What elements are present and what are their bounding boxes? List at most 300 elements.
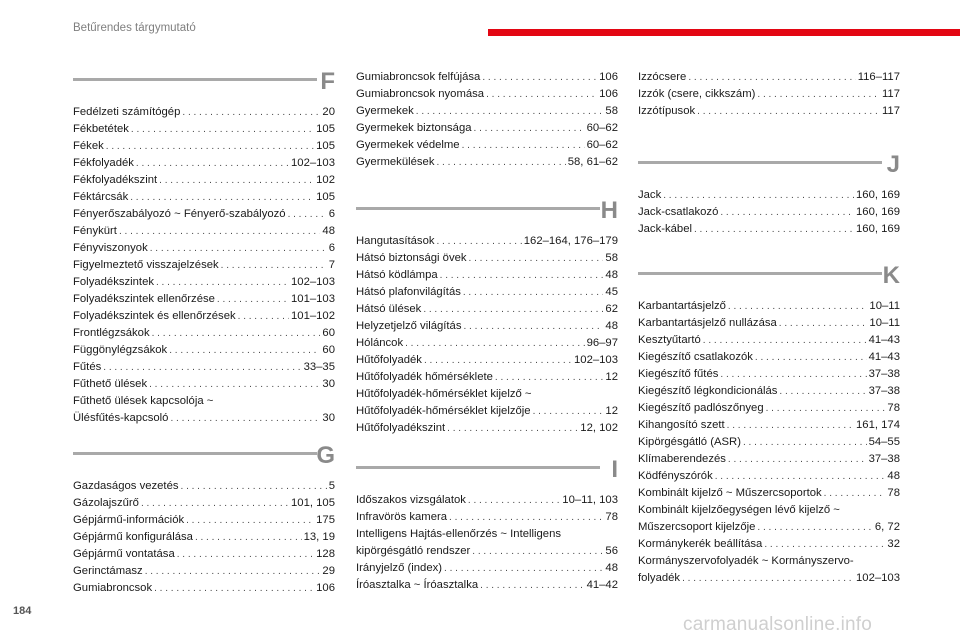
index-term: Kesztyűtartó [638,334,701,346]
index-term: Gumiabroncsok felfújása [356,71,481,83]
section-divider [356,207,600,210]
dot-leader [136,155,289,172]
dot-leader [130,189,314,206]
index-term: Féktárcsák [73,191,129,203]
index-entry [73,359,335,376]
dot-leader [486,86,597,103]
dot-leader [663,187,854,204]
index-page-ref: 106 [316,582,335,594]
section-divider [356,466,600,469]
index-page-ref: 78 [887,487,900,499]
index-term: Műszercsoport kijelzője [638,521,756,533]
index-entry [356,492,618,509]
index-page-ref: 102–103 [574,354,618,366]
index-entry [356,86,618,103]
dot-leader [468,492,560,509]
section-letter: F [320,68,335,95]
index-term: Íróasztalka ~ Íróasztalka [356,579,479,591]
dot-leader [288,206,327,223]
index-term: Függönylégzsákok [73,344,168,356]
index-entry [73,189,335,206]
index-term: Kombinált kijelző ~ Műszercsoportok [638,487,822,499]
index-term: Hátsó biztonsági övek [356,252,467,264]
index-page-ref: 161, 174 [856,419,900,431]
index-term: Jack-kábel [638,223,692,235]
dot-leader [682,570,854,587]
section-divider [638,161,882,164]
index-term: Jack-csatlakozó [638,206,719,218]
index-entry [638,332,900,349]
index-entry [638,315,900,332]
index-entry [73,546,335,563]
index-page-ref: 58, 61–62 [567,156,618,168]
section-divider [73,78,317,81]
index-page-ref: 37–38 [868,385,900,397]
index-entry [638,468,900,485]
index-page-ref: 105 [316,123,335,135]
index-entry [356,137,618,154]
dot-leader [743,434,867,451]
index-entry [73,240,335,257]
index-page-ref: 101, 105 [291,497,335,509]
index-page-ref: 162–164, 176–179 [523,235,618,247]
index-page-ref: 6 [328,242,335,254]
index-term: kipörgésgátló rendszer [356,545,471,557]
index-page-ref: 10–11 [869,300,900,312]
index-entry [356,69,618,86]
index-page-ref: 102 [316,174,335,186]
index-entry [73,342,335,359]
dot-leader [141,495,289,512]
index-page-ref: 6, 72 [874,521,900,533]
index-term: Ködfényszórók [638,470,713,482]
index-page-ref: 102–103 [856,572,900,584]
dot-leader [150,240,327,257]
index-entry [73,563,335,580]
index-entry [73,274,335,291]
index-page-ref: 102–103 [291,276,335,288]
index-entry [356,526,618,543]
index-entry [638,204,900,221]
index-term: Gyermekek biztonsága [356,122,472,134]
index-page-ref: 160, 169 [856,223,900,235]
index-term: Gépjármű vontatása [73,548,175,560]
index-entry [73,478,335,495]
index-page-ref: 58 [605,105,618,117]
index-term: Gázolajszűrő [73,497,139,509]
index-page-ref: 41–43 [868,334,900,346]
index-term: Időszakos vizsgálatok [356,494,466,506]
dot-leader [469,250,604,267]
section-letter: K [882,262,900,289]
dot-leader [156,274,289,291]
page-number: 184 [13,605,32,617]
index-term: Helyzetjelző világítás [356,320,462,332]
index-page-ref: 10–11, 103 [562,494,618,506]
index-term: Hangutasítások [356,235,435,247]
index-term: Fékbetétek [73,123,129,135]
index-page-ref: 102–103 [291,157,335,169]
dot-leader [131,121,314,138]
index-term: Folyadékszintek ellenőrzése [73,293,215,305]
index-entry [73,529,335,546]
index-term: Izzók (csere, cikkszám) [638,88,756,100]
index-entry [356,301,618,318]
index-entry [638,502,900,519]
index-page-ref: 105 [316,191,335,203]
index-entry [73,291,335,308]
dot-leader [533,403,604,420]
index-term: Kormányszervofolyadék ~ Kormányszervo- [638,555,854,567]
section-divider [73,452,317,455]
section-letter: G [316,442,335,469]
index-page-ref: 116–117 [857,71,900,83]
section-divider [638,272,882,275]
index-term: Gumiabroncsok nyomása [356,88,485,100]
dot-leader [195,529,302,546]
index-term: Gépjármű-információk [73,514,185,526]
index-term: Kiegészítő padlószőnyeg [638,402,764,414]
index-term: Karbantartásjelző [638,300,726,312]
index-term: Gerinctámasz [73,565,143,577]
index-entry [638,570,900,587]
index-term: Irányjelző (index) [356,562,443,574]
index-page-ref: 160, 169 [856,189,900,201]
index-term: Fékfolyadékszint [73,174,158,186]
index-page-ref: 48 [887,470,900,482]
dot-leader [154,580,314,597]
index-term: Karbantartásjelző nullázása [638,317,777,329]
dot-leader [119,223,320,240]
dot-leader [720,366,866,383]
index-page-ref: 41–43 [868,351,900,363]
dot-leader [482,69,597,86]
section-entries [356,233,618,437]
dot-leader [703,332,867,349]
index-entry [356,509,618,526]
dot-leader [217,291,289,308]
index-entry [638,451,900,468]
index-term: Gazdaságos vezetés [73,480,179,492]
index-term: Gépjármű konfigurálása [73,531,193,543]
index-term: Figyelmeztető visszajelzések [73,259,219,271]
index-entry [73,104,335,121]
index-page-ref: 6 [328,208,335,220]
index-page-ref: 60–62 [586,139,618,151]
dot-leader [474,120,585,137]
index-term: Ülésfűtés-kapcsoló [73,412,169,424]
dot-leader [728,298,868,315]
index-page-ref: 101–102 [291,310,335,322]
index-entry [638,103,900,120]
dot-leader [423,301,603,318]
index-term: Hűtőfolyadék hőmérséklete [356,371,493,383]
dot-leader [697,103,880,120]
index-page-ref: 128 [316,548,335,560]
dot-leader [416,103,604,120]
index-entry [638,485,900,502]
running-header-title: Betűrendes tárgymutató [73,22,196,34]
dot-leader [727,417,854,434]
index-page-ref: 37–38 [868,453,900,465]
index-page-ref: 175 [316,514,335,526]
section-letter: H [600,197,618,224]
index-entry [73,512,335,529]
index-entry [638,69,900,86]
index-term: Hűtőfolyadék-hőmérséklet kijelzője [356,405,531,417]
dot-leader [720,204,854,221]
dot-leader [436,154,565,171]
dot-leader [715,468,886,485]
index-entry [73,223,335,240]
index-page-ref: 117 [881,88,900,100]
index-term: Fékek [73,140,104,152]
index-entry [73,257,335,274]
dot-leader [159,172,314,189]
index-term: Kormánykerék beállítása [638,538,763,550]
dot-leader [728,451,867,468]
dot-leader [463,284,604,301]
dot-leader [181,478,327,495]
index-term: Hóláncok [356,337,404,349]
index-term: Fűthető ülések kapcsolója ~ [73,395,214,407]
index-page-ref: 45 [605,286,618,298]
index-entry [356,386,618,403]
dot-leader [149,376,320,393]
index-term: Izzótípusok [638,105,696,117]
index-entry [356,250,618,267]
index-term: Kipörgésgátló (ASR) [638,436,741,448]
index-page-ref: 7 [328,259,335,271]
index-entry [356,267,618,284]
dot-leader [177,546,314,563]
index-page-ref: 5 [328,480,335,492]
section-entries [638,298,900,587]
section-entries [356,492,618,594]
index-page-ref: 30 [322,412,335,424]
dot-leader [170,410,320,427]
index-entry [356,543,618,560]
dot-leader [444,560,603,577]
dot-leader [480,577,584,594]
index-page-ref: 105 [316,140,335,152]
index-term: Jack [638,189,662,201]
index-page-ref: 60 [322,344,335,356]
dot-leader [169,342,320,359]
dot-leader [238,308,289,325]
index-term: Infravörös kamera [356,511,448,523]
dot-leader [472,543,603,560]
index-entry [73,495,335,512]
index-page-ref: 48 [605,562,618,574]
index-page-ref: 117 [881,105,900,117]
index-term: Frontlégzsákok [73,327,150,339]
index-entry [356,420,618,437]
dot-leader [462,137,585,154]
index-entry [356,335,618,352]
index-page-ref: 32 [887,538,900,550]
index-entry [356,154,618,171]
index-term: Gumiabroncsok [73,582,153,594]
dot-leader [495,369,604,386]
index-term: Hátsó ülések [356,303,422,315]
dot-leader [755,349,867,366]
section-entries [638,187,900,238]
section-letter: I [611,456,618,483]
dot-leader [694,221,854,238]
index-entry [356,120,618,137]
index-term: Hűtőfolyadék [356,354,422,366]
index-page-ref: 78 [887,402,900,414]
dot-leader [688,69,855,86]
index-term: Fényviszonyok [73,242,148,254]
dot-leader [463,318,603,335]
index-term: Intelligens Hajtás-ellenőrzés ~ Intelligens [356,528,562,540]
index-entry [638,349,900,366]
index-entry [73,410,335,427]
index-term: Kiegészítő légkondicionálás [638,385,778,397]
index-page-ref: 12 [605,371,618,383]
index-entry [73,172,335,189]
index-entry [356,560,618,577]
index-term: Hűtőfolyadékszint [356,422,446,434]
index-entry [73,325,335,342]
index-term: Kombinált kijelzőegységen lévő kijelző ~ [638,504,840,516]
index-term: Gyermekek védelme [356,139,460,151]
index-entry [638,400,900,417]
index-term: Fedélzeti számítógép [73,106,181,118]
dot-leader [766,400,886,417]
index-page-ref: 48 [605,269,618,281]
index-entry [638,221,900,238]
index-page-ref: 62 [605,303,618,315]
index-entry [356,233,618,250]
index-entry [638,383,900,400]
watermark: carmanualsonline.info [683,614,873,635]
dot-leader [779,383,866,400]
index-entry [638,553,900,570]
dot-leader [437,233,522,250]
index-page-ref: 58 [605,252,618,264]
index-entry [73,376,335,393]
index-page-ref: 106 [599,71,618,83]
section-entries [73,104,335,427]
index-page-ref: 33–35 [303,361,335,373]
index-page-ref: 96–97 [586,337,618,349]
index-entry [638,187,900,204]
index-entry [638,86,900,103]
index-page-ref: 54–55 [868,436,900,448]
dot-leader [779,315,868,332]
dot-leader [405,335,584,352]
index-page-ref: 160, 169 [856,206,900,218]
dot-leader [449,509,603,526]
index-page-ref: 12 [605,405,618,417]
index-page-ref: 12, 102 [580,422,618,434]
index-term: Fénykürt [73,225,117,237]
index-entry [356,352,618,369]
index-page-ref: 13, 19 [303,531,335,543]
index-entry [356,403,618,420]
index-entry [356,284,618,301]
index-entry [356,577,618,594]
index-page-ref: 41–42 [586,579,618,591]
dot-leader [182,104,320,121]
index-term: Folyadékszintek és ellenőrzések [73,310,236,322]
index-entry [638,366,900,383]
index-entry [638,417,900,434]
index-entry [73,580,335,597]
index-term: Fűtés [73,361,102,373]
dot-leader [447,420,578,437]
index-page-ref: 30 [322,378,335,390]
index-entry [638,298,900,315]
index-entry [73,138,335,155]
index-page-ref: 37–38 [868,368,900,380]
index-term: Folyadékszintek [73,276,154,288]
dot-leader [757,86,880,103]
index-entry [638,519,900,536]
index-term: Klímaberendezés [638,453,726,465]
index-page-ref: 20 [322,106,335,118]
index-entry [638,536,900,553]
index-term: folyadék [638,572,681,584]
index-term: Kiegészítő csatlakozók [638,351,753,363]
index-entry [356,369,618,386]
dot-leader [440,267,604,284]
index-term: Hátsó plafonvilágítás [356,286,461,298]
index-page-ref: 106 [599,88,618,100]
index-page-ref: 10–11 [869,317,900,329]
index-term: Hátsó ködlámpa [356,269,438,281]
section-entries [638,69,900,120]
dot-leader [106,138,314,155]
index-entry [73,121,335,138]
dot-leader [103,359,301,376]
index-page-ref: 60–62 [586,122,618,134]
section-entries [356,69,618,171]
dot-leader [152,325,321,342]
index-term: Gyermekek [356,105,414,117]
index-page-ref: 29 [322,565,335,577]
index-entry [73,393,335,410]
index-entry [73,206,335,223]
dot-leader [764,536,885,553]
dot-leader [221,257,327,274]
index-term: Kiegészítő fűtés [638,368,719,380]
dot-leader [757,519,872,536]
index-entry [73,308,335,325]
index-term: Kihangosító szett [638,419,725,431]
index-page-ref: 48 [605,320,618,332]
index-page-ref: 60 [322,327,335,339]
index-page-ref: 56 [605,545,618,557]
section-entries [73,478,335,597]
index-term: Fűthető ülések [73,378,148,390]
index-page-ref: 48 [322,225,335,237]
index-entry [356,103,618,120]
index-term: Izzócsere [638,71,687,83]
index-term: Fékfolyadék [73,157,134,169]
dot-leader [424,352,572,369]
dot-leader [186,512,314,529]
dot-leader [145,563,321,580]
index-term: Fényerőszabályozó ~ Fényerő-szabályozó [73,208,286,220]
index-term: Gyermekülések [356,156,435,168]
index-entry [73,155,335,172]
index-page-ref: 101–103 [291,293,335,305]
index-term: Hűtőfolyadék-hőmérséklet kijelző ~ [356,388,532,400]
